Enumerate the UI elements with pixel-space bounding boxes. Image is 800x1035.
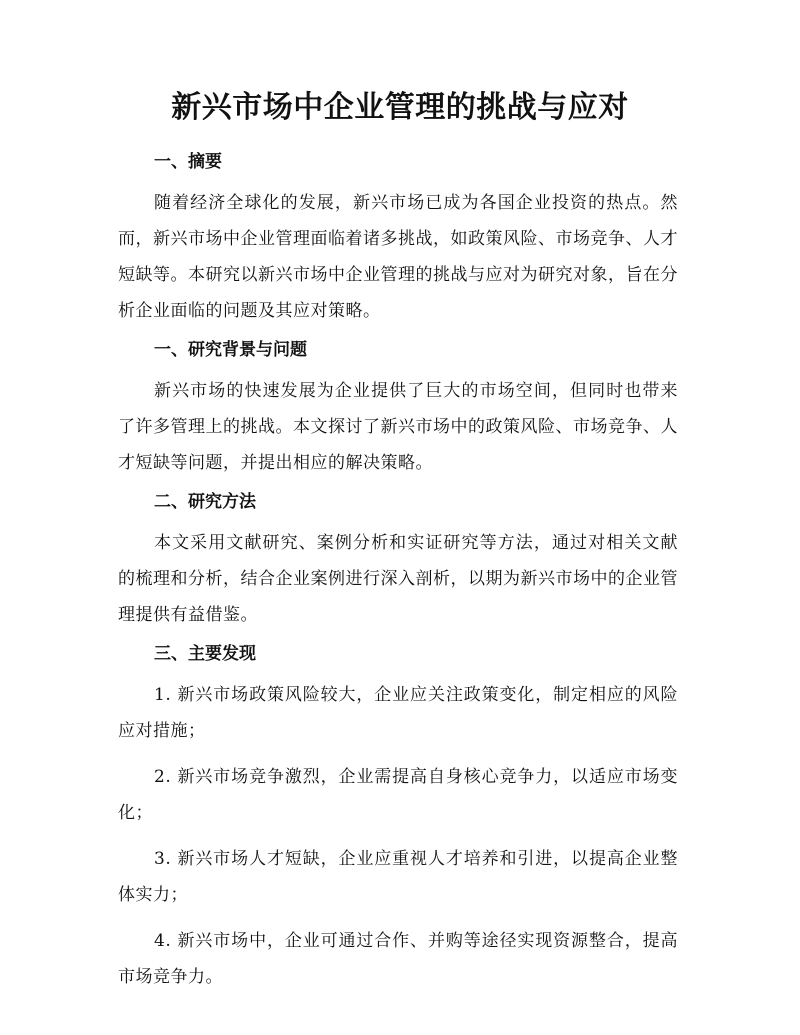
paragraph: 随着经济全球化的发展，新兴市场已成为各国企业投资的热点。然而，新兴市场中企业管理面临着诸多挑战，如政策风险、市场竞争、人才短缺等。本研究以新兴市场中企业管理的挑战与应对为研究对象，旨在分析企业面临的问题及其应对策略。 <box>118 193 678 321</box>
section-heading: 一、研究背景与问题 <box>154 340 307 360</box>
section-abstract <box>118 147 678 329</box>
section-methods <box>118 487 678 633</box>
finding-item: 2. 新兴市场竞争激烈，企业需提高自身核心竞争力，以适应市场变化； <box>118 767 678 823</box>
paragraph: 新兴市场的快速发展为企业提供了巨大的市场空间，但同时也带来了许多管理上的挑战。本文探讨了新兴市场中的政策风险、市场竞争、人才短缺等问题，并提出相应的解决策略。 <box>118 381 678 473</box>
page-title: 新兴市场中企业管理的挑战与应对 <box>171 90 629 125</box>
section-background <box>118 335 678 481</box>
section-heading: 二、研究方法 <box>154 492 256 512</box>
paragraph: 本文采用文献研究、案例分析和实证研究等方法，通过对相关文献的梳理和分析，结合企业案例进行深入剖析，以期为新兴市场中的企业管理提供有益借鉴。 <box>118 533 678 625</box>
finding-item: 4. 新兴市场中，企业可通过合作、并购等途径实现资源整合，提高市场竞争力。 <box>118 931 678 987</box>
finding-item: 3. 新兴市场人才短缺，企业应重视人才培养和引进，以提高企业整体实力； <box>118 849 678 905</box>
document-body <box>118 147 678 1005</box>
section-heading: 三、主要发现 <box>154 644 256 664</box>
section-heading: 一、摘要 <box>154 152 222 172</box>
section-findings <box>118 639 678 995</box>
finding-item: 1. 新兴市场政策风险较大，企业应关注政策变化，制定相应的风险应对措施； <box>118 685 678 741</box>
